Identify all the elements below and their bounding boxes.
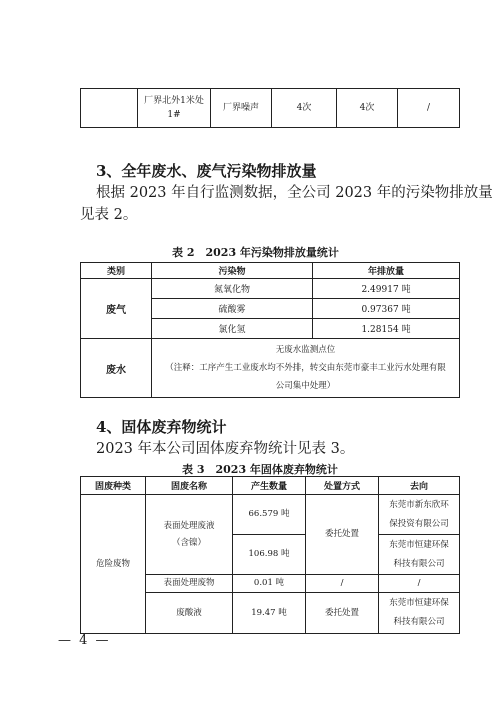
wastewater-note-line: 公司集中处理） (275, 381, 336, 391)
destination-cell (379, 535, 460, 575)
table3-caption: 表 3 2023 年固体废弃物统计 (182, 463, 338, 476)
quantity-cell: 66.579 吨 (233, 495, 306, 535)
amount-cell: 1.28154 吨 (313, 319, 460, 339)
disposal-method-cell: / (306, 575, 379, 593)
wastewater-note-line: （注释：工序产生工业废水均不外排，转交由东莞市豪丰工业污水处理有限 (165, 363, 446, 373)
column-header: 类别 (81, 263, 152, 279)
table2-caption: 表 2 2023 年污染物排放量统计 (172, 246, 339, 259)
amount-cell: 0.97367 吨 (313, 299, 460, 319)
column-header: 去向 (379, 477, 460, 495)
quantity-cell: 19.47 吨 (233, 593, 306, 634)
section4-paragraph: 2023 年本公司固体废弃物统计见表 3。 (96, 441, 355, 457)
waste-name-cell (146, 495, 233, 575)
page-number: — 4 — (58, 633, 111, 648)
pollutant-emissions-table (80, 262, 460, 398)
quantity-cell: 106.98 吨 (233, 535, 306, 575)
destination-line: 东莞市新东欣环 (389, 499, 449, 510)
table-cell: 4次 (337, 89, 398, 128)
table-cell: / (398, 89, 460, 128)
category-cell: 废气 (81, 279, 152, 339)
column-header: 固废名称 (146, 477, 233, 495)
wastewater-note-line: 无废水监测点位 (275, 345, 336, 355)
destination-cell (379, 593, 460, 634)
table-row (81, 339, 460, 398)
waste-name-cell: 表面处理废物 (146, 575, 233, 593)
column-header: 固废种类 (81, 477, 146, 495)
table-cell: 4次 (272, 89, 337, 128)
destination-line: 东莞市恒建环保 (389, 598, 449, 608)
table-row (81, 279, 460, 299)
amount-cell: 2.49917 吨 (313, 279, 460, 299)
column-header: 年排放量 (313, 263, 460, 279)
destination-cell (379, 495, 460, 535)
table-header-row (81, 477, 460, 495)
column-header: 处置方式 (306, 477, 379, 495)
column-header: 产生数量 (233, 477, 306, 495)
section3-heading: 3、全年废水、废气污染物排放量 (96, 162, 317, 180)
disposal-method-cell: 委托处置 (306, 593, 379, 634)
quantity-cell: 0.01 吨 (233, 575, 306, 593)
table-cell (81, 89, 138, 128)
destination-line: 保投资有限公司 (389, 518, 449, 529)
table-cell: 厂界北外1米处1# (138, 89, 211, 128)
waste-name-line: （含镍） (171, 537, 206, 548)
destination-cell: / (379, 575, 460, 593)
table-row (81, 495, 460, 535)
pollutant-cell: 氮氧化物 (152, 279, 313, 299)
destination-line: 东莞市恒建环保 (389, 539, 449, 550)
waste-name-line: 表面处理废液 (163, 520, 215, 531)
column-header: 污染物 (152, 263, 313, 279)
table-row (81, 89, 460, 128)
wastewater-note-cell (152, 339, 460, 398)
waste-name-cell: 废酸液 (146, 593, 233, 634)
table-cell: 厂界噪声 (211, 89, 272, 128)
destination-line: 科技有限公司 (393, 617, 445, 627)
section3-paragraph-line2: 见表 2。 (80, 207, 138, 223)
solid-waste-table (80, 476, 460, 634)
table-header-row (81, 263, 460, 279)
waste-category-cell: 危险废物 (81, 495, 146, 634)
destination-line: 科技有限公司 (393, 558, 445, 569)
section4-heading: 4、固体废弃物统计 (96, 418, 227, 436)
section3-paragraph-line1: 根据 2023 年自行监测数据，全公司 2023 年的污染物排放量 (96, 185, 493, 201)
category-cell: 废水 (81, 339, 152, 398)
disposal-method-cell: 委托处置 (306, 495, 379, 575)
pollutant-cell: 氯化氢 (152, 319, 313, 339)
pollutant-cell: 硫酸雾 (152, 299, 313, 319)
noise-monitoring-table-continued (80, 88, 460, 128)
